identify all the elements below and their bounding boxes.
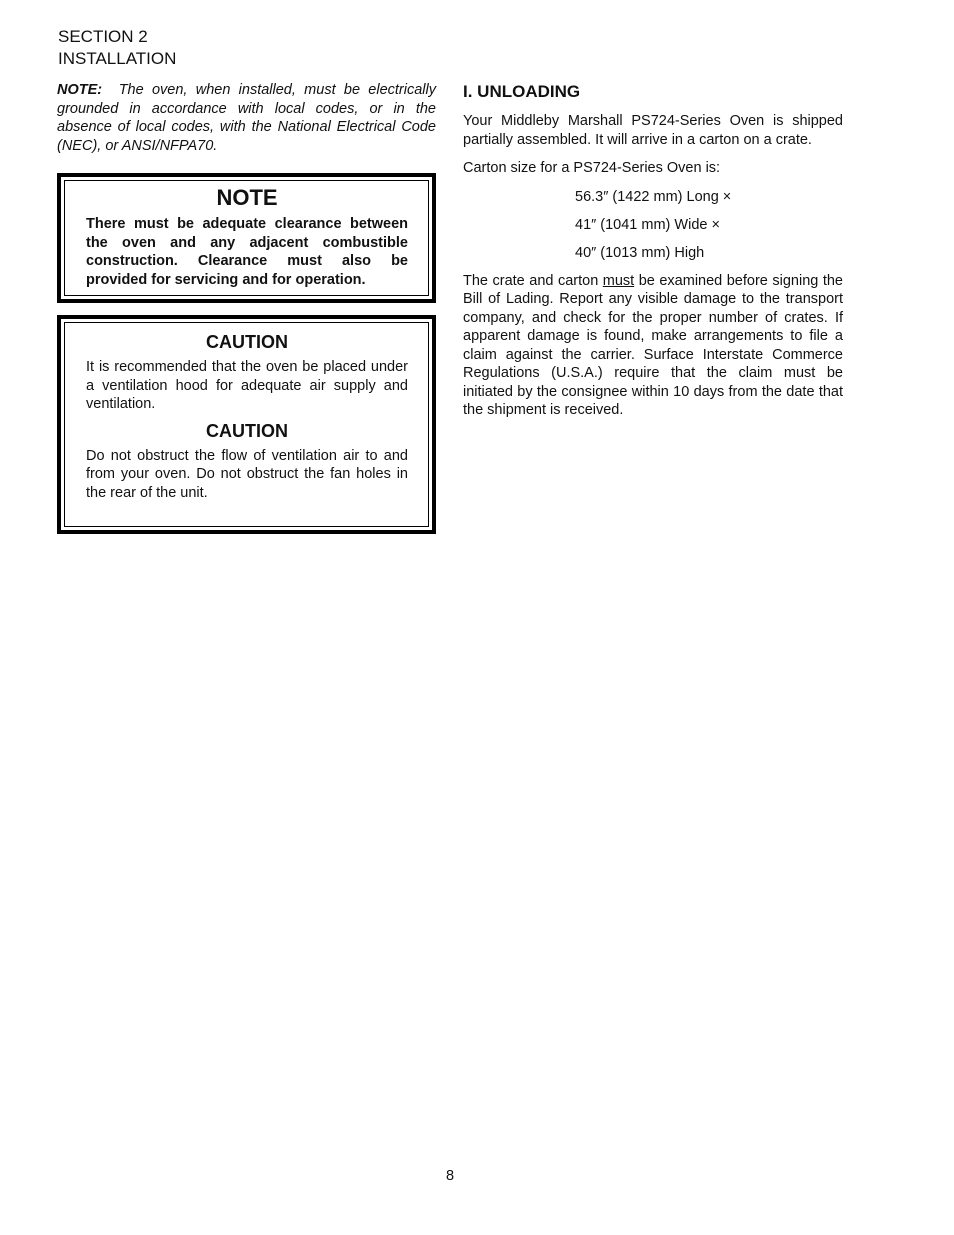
clearance-note-box bbox=[57, 173, 436, 303]
para-3-emphasis: must bbox=[602, 272, 635, 289]
note-box-heading: NOTE bbox=[216, 185, 278, 210]
section-title: INSTALLATION bbox=[58, 49, 177, 68]
unloading-para-2: Carton size for a PS724-Series Oven is: bbox=[463, 160, 721, 176]
unloading-para-1: Your Middleby Marshall PS724-Series Oven is shipped partially assembled. It will arrive in a carton on a crate. bbox=[463, 113, 843, 148]
caution-box-inner bbox=[64, 322, 429, 527]
note-box-inner bbox=[64, 180, 429, 296]
para-3-rest: be examined before signing the Bill of Lading. Report any visible damage to the transport company, and check for the proper number of crates. If apparent damage is found, make arrangements to file a claim against the carrier. Surface Interstate Commerce Regulations (U.S.A.) require that the claim must be initiated by the consignee within 10 days from the date that the shipment is received. bbox=[463, 272, 843, 418]
note-box-text: There must be adequate clearance between the oven and any adjacent combustible construction. Clearance must also be provided for servicing and for operation. bbox=[86, 216, 408, 288]
right-column bbox=[463, 81, 843, 430]
page-number: 8 bbox=[445, 1168, 455, 1184]
caution-heading-2: CAUTION bbox=[206, 420, 288, 441]
left-column bbox=[57, 81, 436, 534]
caution-text-1: It is recommended that the oven be placed under a ventilation hood for adequate air supply and ventilation. bbox=[86, 359, 408, 412]
section-number: SECTION 2 bbox=[58, 27, 148, 46]
grounding-note bbox=[57, 81, 436, 155]
section-header bbox=[58, 26, 176, 70]
caution-box bbox=[57, 315, 436, 534]
unloading-para-3 bbox=[463, 272, 843, 420]
dimension-length: 56.3″ (1422 mm) Long × bbox=[575, 188, 732, 205]
carton-dimensions bbox=[575, 188, 843, 263]
caution-heading-1: CAUTION bbox=[206, 332, 288, 352]
dimension-height: 40″ (1013 mm) High bbox=[575, 244, 705, 261]
note-text: The oven, when installed, must be electrically grounded in accordance with local codes, or in the absence of local codes, with the National Electrical Code (NEC), or ANSI/NFPA70. bbox=[57, 82, 436, 154]
para-3-start: The crate and carton bbox=[463, 272, 603, 289]
note-lead: NOTE: bbox=[57, 82, 103, 98]
dimension-width: 41″ (1041 mm) Wide × bbox=[575, 216, 720, 233]
caution-text-2: Do not obstruct the flow of ventilation air to and from your oven. Do not obstruct the fan holes in the rear of the unit. bbox=[86, 447, 408, 501]
unloading-title: I. UNLOADING bbox=[463, 82, 581, 101]
